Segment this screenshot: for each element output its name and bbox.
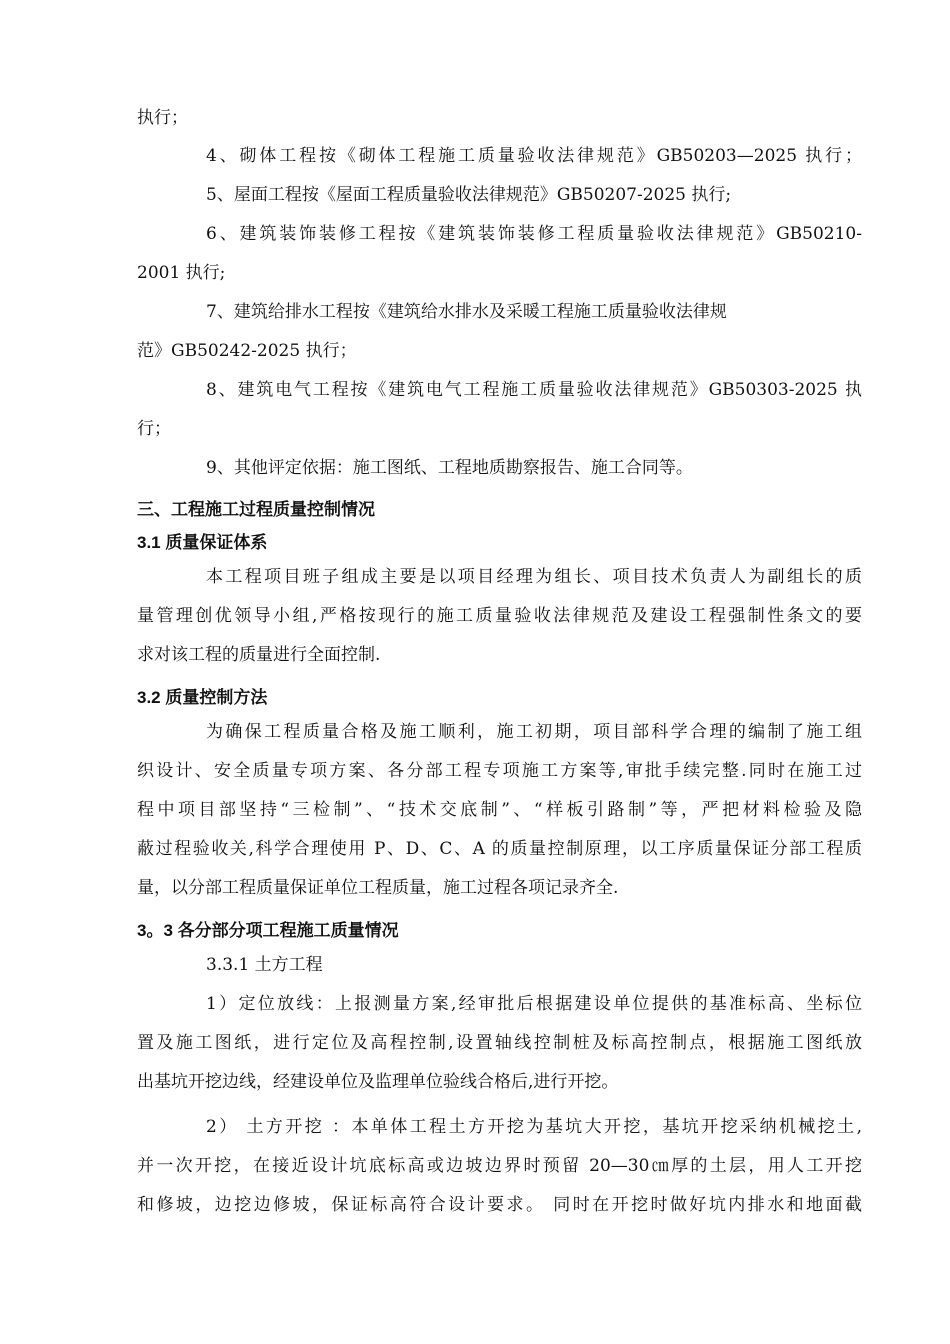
text-line: 7、建筑给排水工程按《建筑给水排水及采暖工程施工质量验收法律规	[206, 302, 727, 322]
text-line: 5、屋面工程按《屋面工程质量验收法律规范》GB50207-2025 执行;	[206, 185, 732, 205]
text-line: 行；	[137, 419, 171, 439]
text-line: 量，以分部工程质量保证单位工程质量，施工过程各项记录齐全.	[137, 878, 619, 898]
text-line: 织设计、安全质量专项方案、各分部工程专项施工方案等,审批手续完整.同时在施工过	[137, 761, 862, 781]
text-line: 出基坑开挖边线，经建设单位及监理单位验线合格后,进行开挖。	[137, 1072, 619, 1092]
text-line: 求对该工程的质量进行全面控制.	[137, 645, 381, 665]
text-line: 置及施工图纸，进行定位及高程控制,设置轴线控制桩及标高控制点，根据施工图纸放	[137, 1033, 862, 1053]
text-line: 2） 土方开挖 ：本单体工程土方开挖为基坑大开挖，基坑开挖采纳机械挖土,	[206, 1117, 862, 1137]
subsection-heading: 3.2 质量控制方法	[137, 688, 268, 707]
text-line: 6、建筑装饰装修工程按《建筑装饰装修工程质量验收法律规范》GB50210-	[206, 224, 862, 244]
text-line: 8、建筑电气工程按《建筑电气工程施工质量验收法律规范》GB50303-2025 执	[206, 380, 862, 400]
text-line: 1）定位放线：上报测量方案,经审批后根据建设单位提供的基准标高、坐标位	[206, 994, 862, 1014]
text-line: 蔽过程验收关,科学合理使用 P、D、C、A 的质量控制原理，以工序质量保证分部工程质	[137, 839, 862, 859]
subsection-heading: 3.1 质量保证体系	[137, 533, 268, 552]
text-line: 9、其他评定依据：施工图纸、工程地质勘察报告、施工合同等。	[206, 458, 693, 478]
text-line: 范》GB50242-2025 执行；	[137, 341, 357, 361]
text-line: 并一次开挖，在接近设计坑底标高或边坡边界时预留 20—30㎝厚的土层，用人工开挖	[137, 1156, 862, 1176]
text-line: 量管理创优领导小组,严格按现行的施工质量验收法律规范及建设工程强制性条文的要	[137, 606, 862, 626]
text-line: 本工程项目班子组成主要是以项目经理为组长、项目技术负责人为副组长的质	[206, 567, 862, 587]
text-line: 程中项目部坚持“三检制”、“技术交底制”、“样板引路制”等，严把材料检验及隐	[137, 800, 862, 820]
subsection-heading: 3。3 各分部分项工程施工质量情况	[137, 921, 399, 940]
text-line: 执行；	[137, 108, 188, 128]
section-heading: 三、工程施工过程质量控制情况	[137, 500, 375, 519]
text-line: 4、砌体工程按《砌体工程施工质量验收法律规范》GB50203—2025 执行；	[206, 146, 862, 166]
text-line: 3.3.1 土方工程	[206, 955, 323, 975]
text-line: 和修坡，边挖边修坡，保证标高符合设计要求。 同时在开挖时做好坑内排水和地面截	[137, 1195, 862, 1215]
text-line: 2001 执行;	[137, 263, 226, 283]
text-line: 为确保工程质量合格及施工顺利，施工初期，项目部科学合理的编制了施工组	[206, 722, 862, 742]
